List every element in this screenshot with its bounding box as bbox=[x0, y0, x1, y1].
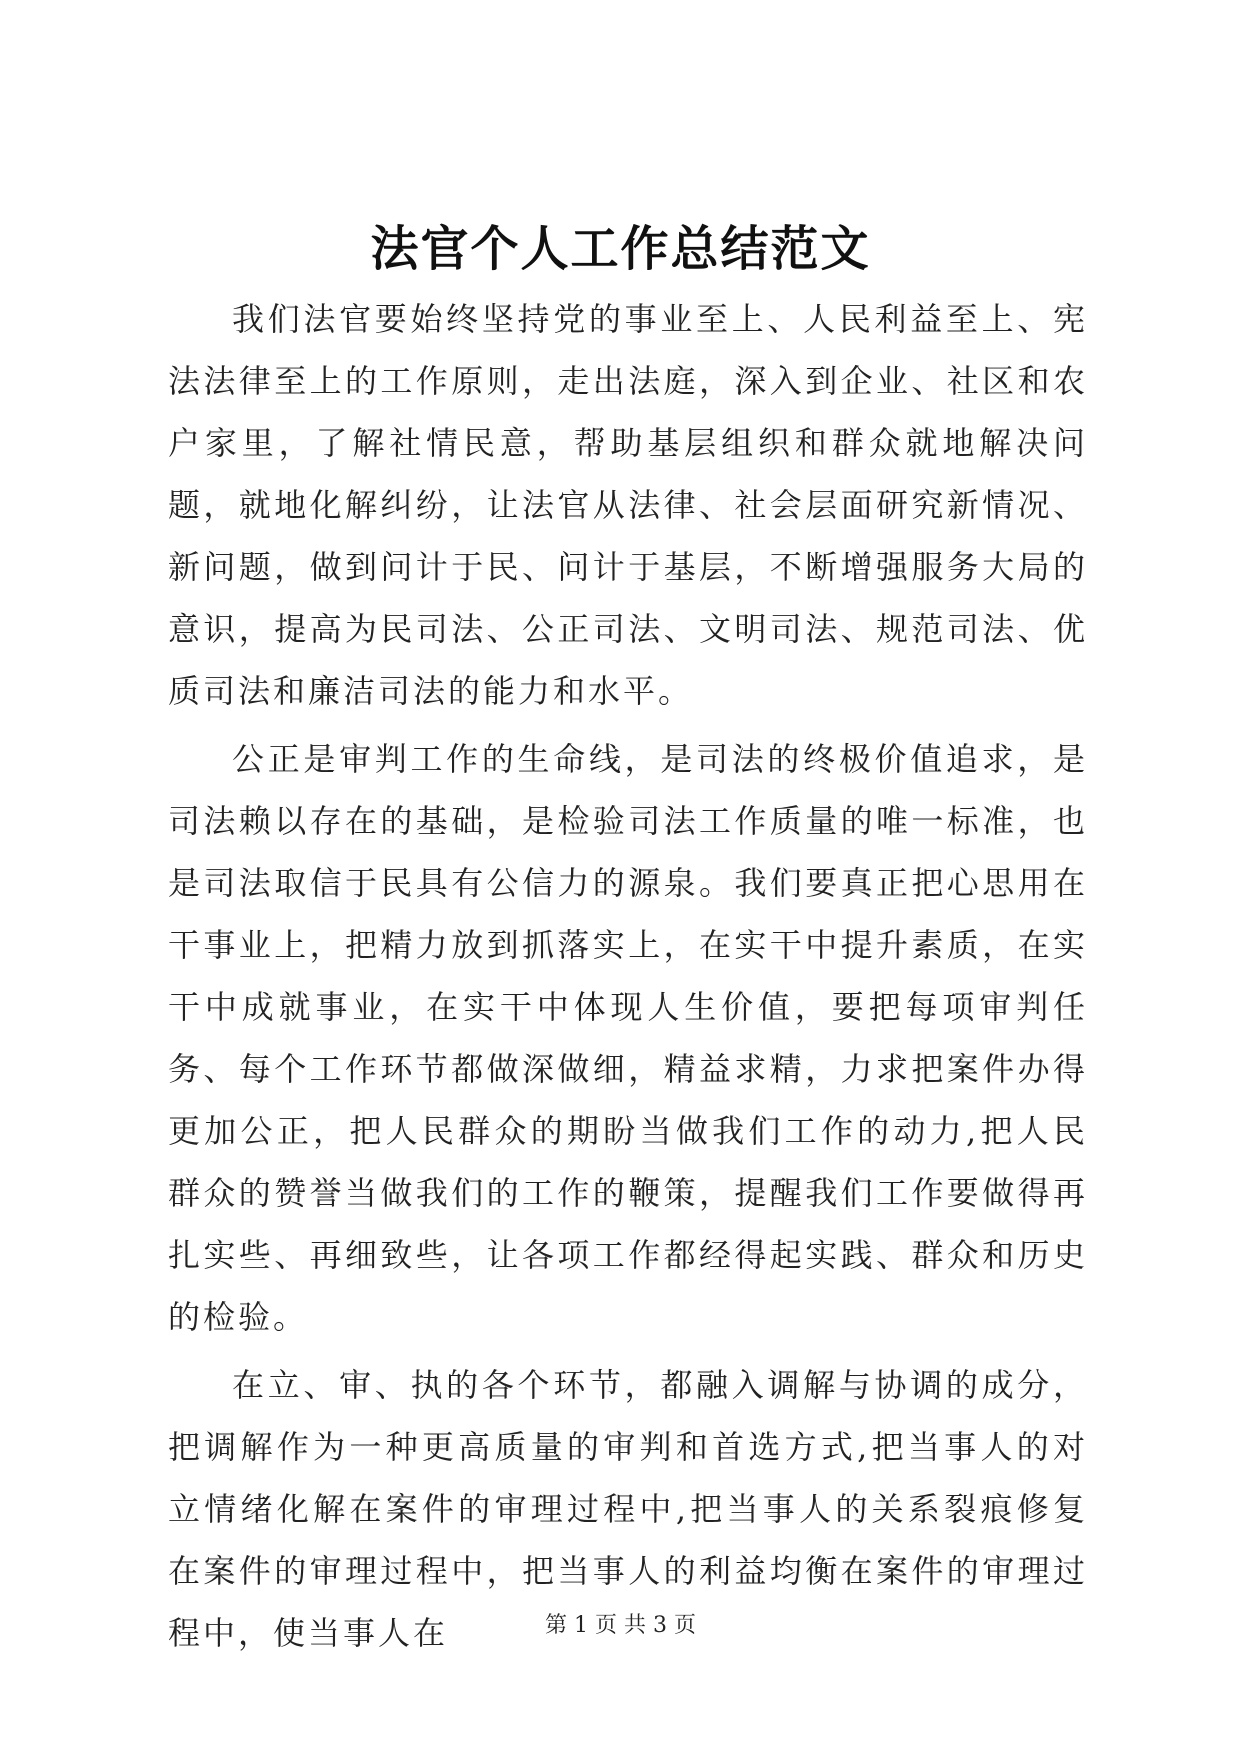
page-footer: 第 1 页 共 3 页 bbox=[545, 1613, 696, 1638]
document-body bbox=[168, 288, 1088, 1670]
document-title: 法官个人工作总结范文 bbox=[370, 221, 871, 277]
paragraph-1: 我们法官要始终坚持党的事业至上、人民利益至上、宪法法律至上的工作原则，走出法庭，深入到企业、社区和农户家里，了解社情民意，帮助基层组织和群众就地解决问题，就地化解纠纷，让法官从法律、社会层面研究新情况、新问题，做到问计于民、问计于基层，不断增强服务大局的意识，提高为民司法、公正司法、文明司法、规范司法、优质司法和廉洁司法的能力和水平。 bbox=[168, 300, 1088, 710]
paragraph-3: 在立、审、执的各个环节，都融入调解与协调的成分，把调解作为一种更高质量的审判和首选方式,把当事人的对立情绪化解在案件的审理过程中,把当事人的关系裂痕修复在案件的审理过程中，把当事人的利益均衡在案件的审理过程中，使当事人在 bbox=[168, 1366, 1088, 1652]
paragraph-2: 公正是审判工作的生命线，是司法的终极价值追求，是司法赖以存在的基础，是检验司法工作质量的唯一标准，也是司法取信于民具有公信力的源泉。我们要真正把心思用在干事业上，把精力放到抓落实上，在实干中提升素质，在实干中成就事业，在实干中体现人生价值，要把每项审判任务、每个工作环节都做深做细，精益求精，力求把案件办得更加公正，把人民群众的期盼当做我们工作的动力,把人民群众的赞誉当做我们的工作的鞭策，提醒我们工作要做得再扎实些、再细致些，让各项工作都经得起实践、群众和历史的检验。 bbox=[168, 740, 1088, 1336]
